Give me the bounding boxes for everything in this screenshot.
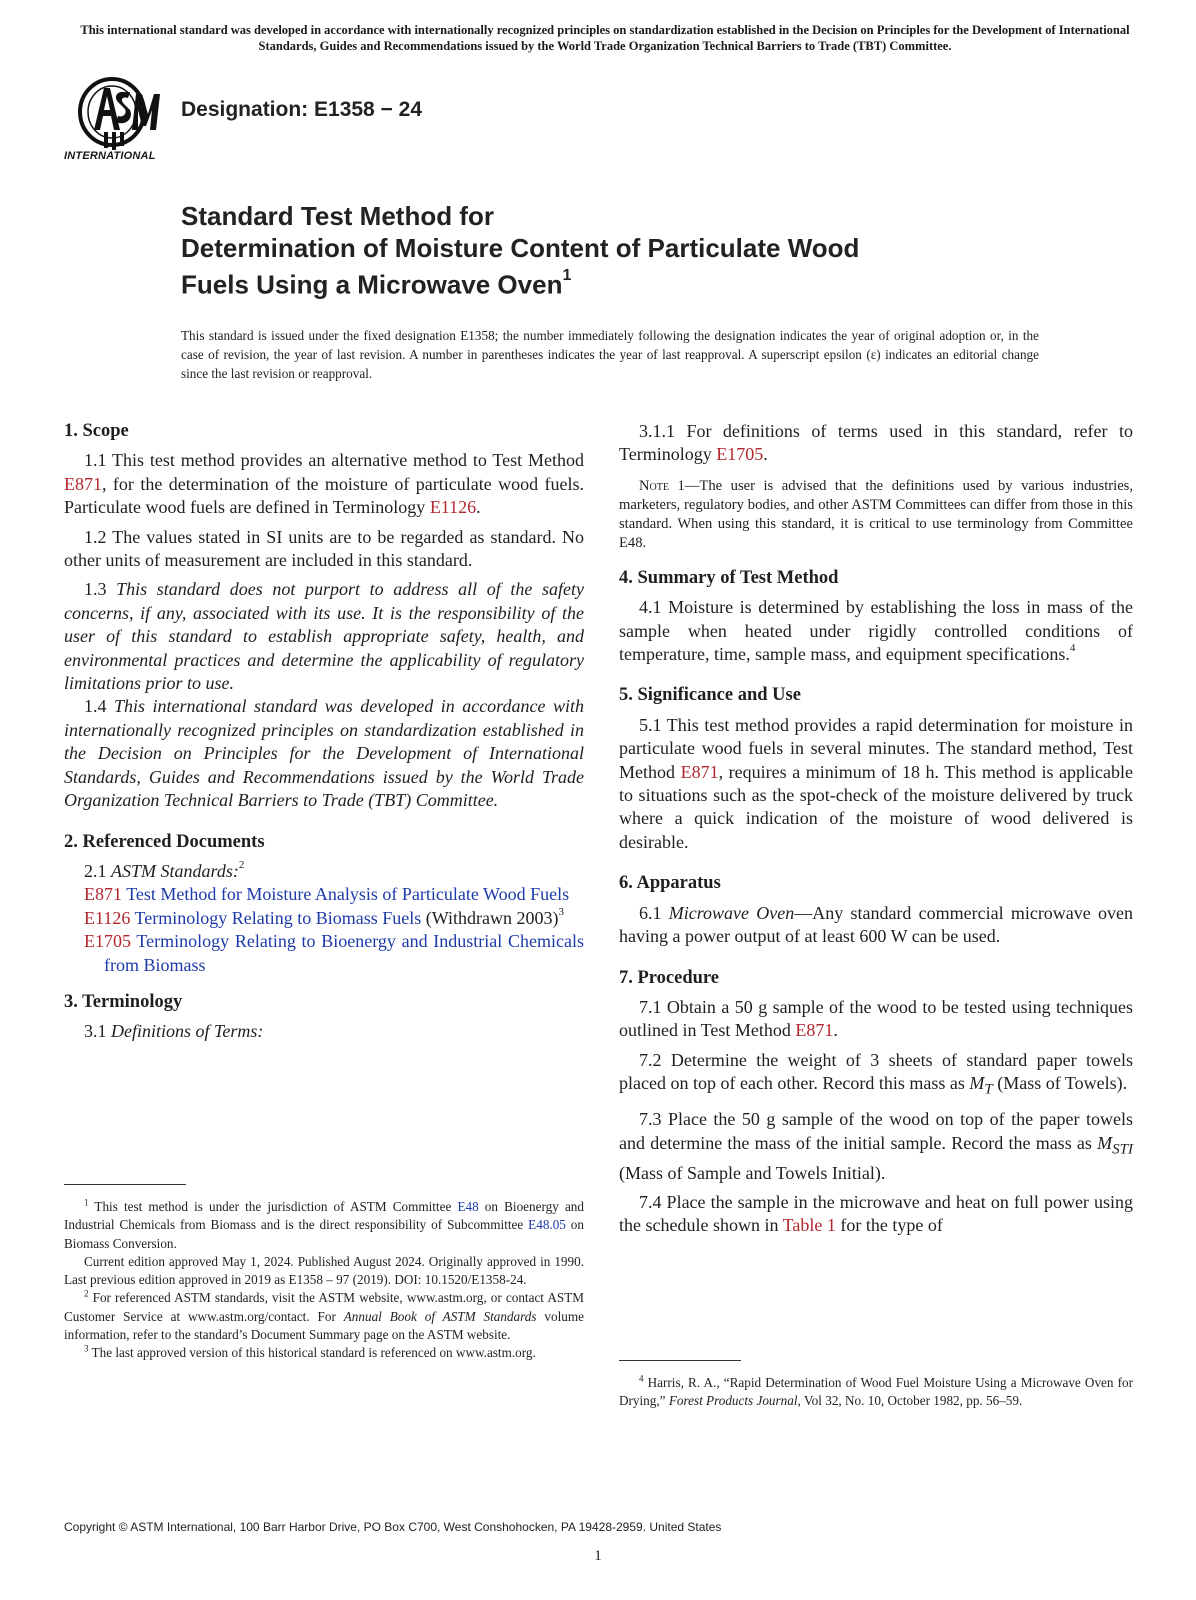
footnote-divider-right [619,1360,741,1361]
paragraph-3-1: 3.1 Definitions of Terms: [84,1021,264,1042]
logo-text: INTERNATIONAL [64,150,156,162]
designation: Designation: E1358 − 24 [181,98,423,121]
footnote-2: $^2$ For referenced ASTM standards, visit the ASTM website, www.astm.org, or contact ASTM Customer Service at www.astm.org/contact. For Annual Book of ASTM Standards volume information, refer to the standard’s Document Summary page on the ASTM website. [64,1289,584,1343]
footnote-1-edition: Current edition approved May 1, 2024. Published August 2024. Originally approved in 1990. Last previous edition approved in 2019 as E1358 – 97 (2019). DOI: 10.1520/E1358-24. [64,1253,584,1288]
link-e1126[interactable]: E1126 [429,497,477,518]
title-line-1: Standard Test Method for [181,201,494,231]
paragraph-5-1: 5.1 This test method provides a rapid determination for moisture in particulate wood fuels in several minutes. The standard method, Test Method E871, requires a minimum of 18 h. This method is applicable to situations such as the spot-check of the moisture delivered by truck where a quick indication of the moisture of wood delivered is desirable. [619,714,1133,852]
title-line-2: Determination of Moisture Content of Particulate Wood [181,233,860,263]
section-heading-scope: 1. Scope [64,421,129,441]
section-heading-significance: 5. Significance and Use [619,685,801,706]
paragraph-1-4: 1.4 This international standard was developed in accordance with internationally recognized principles on standardization established in the Decision on Principles for the Development of International Standards, Guides and Recommendations issued by the World Trade Organization Technical Barriers to Trade (TBT) Committee. [64,696,584,811]
reference-e871[interactable]: E871 Test Method for Moisture Analysis of Particulate Wood Fuels [84,884,570,905]
reference-e1126[interactable]: E1126 Terminology Relating to Biomass Fuels (Withdrawn 2003)$^3$ [84,905,564,928]
link-table-1[interactable]: Table 1 [782,1215,836,1236]
footnotes-left [64,1198,584,1363]
paragraph-6-1: 6.1 Microwave Oven—Any standard commercial microwave oven having a power output of at least 600 W can be used. [619,902,1133,947]
paragraph-1-2: 1.2 The values stated in SI units are to be regarded as standard. No other units of measurement are included in this standard. [64,526,584,571]
paragraph-7-2: 7.2 Determine the weight of 3 sheets of standard paper towels placed on top of each other. Record this mass as $M_T$ (Mass of Towels). [619,1049,1133,1098]
right-column [619,420,1133,1238]
footnote-1: $^1$ This test method is under the jurisdiction of ASTM Committee E48 on Bioenergy and Industrial Chemicals from Biomass and is the direct responsibility of Subcommittee E48.05 on Biomass Conversion. [64,1197,584,1251]
section-heading-procedure: 7. Procedure [619,967,720,988]
paragraph-4-1: 4.1 Moisture is determined by establishing the loss in mass of the sample when heated under rigidly controlled conditions of temperature, time, sample mass, and equipment specifications.$^4$ [619,597,1133,665]
paragraph-7-1: 7.1 Obtain a 50 g sample of the wood to be tested using techniques outlined in Test Method E871. [619,996,1133,1041]
footnote-ref-4[interactable]: 4 [1069,642,1076,655]
paragraph-7-3: 7.3 Place the 50 g sample of the wood on top of the paper towels and determine the mass of the initial sample. Record the mass as $M_{STI}$ (Mass of Sample and Towels Initial). [619,1109,1133,1183]
footnote-divider-left [64,1184,186,1185]
reference-e1705[interactable]: E1705 Terminology Relating to Bioenergy and Industrial Chemicals from Biomass [84,931,584,975]
link-e871-proc[interactable]: E871 [795,1020,834,1041]
note-1: Note 1—The user is advised that the definitions used by various industries, marketers, regulatory bodies, and other ASTM Committees can differ from those in this standard. When using this standard, it is critical to use terminology from Committee E48. [619,477,1133,551]
paragraph-1-1: 1.1 This test method provides an alternative method to Test Method E871, for the determination of the moisture of particulate wood fuels. Particulate wood fuels are defined in Terminology E1126. [64,450,584,518]
paragraph-1-3: 1.3 This standard does not purport to address all of the safety concerns, if any, associated with its use. It is the responsibility of the user of this standard to establish appropriate safety, health, and environmental practices and determine the applicability of regulatory limitations prior to use. [64,579,584,694]
paragraph-3-1-1: 3.1.1 For definitions of terms used in this standard, refer to Terminology E1705. [619,421,1133,465]
section-heading-terminology: 3. Terminology [64,991,183,1012]
link-e871-sig[interactable]: E871 [680,761,719,782]
header-notice: This international standard was developed in accordance with internationally recognized principles on standardization established in the Decision on Principles for the Development of International Standards, Guides and Recommendations issued by the World Trade Organization Technical Barriers to Trade (TBT) Committee. [80,23,1130,53]
link-e48[interactable]: E48 [457,1199,479,1214]
copyright: Copyright © ASTM International, 100 Barr Harbor Drive, PO Box C700, West Conshohocken, PA 19428-2959. United States [64,1520,722,1534]
issued-note: This standard is issued under the fixed designation E1358; the number immediately following the designation indicates the year of original adoption or, in the case of revision, the year of last revision. A number in parentheses indicates the year of last reapproval. A superscript epsilon (ε) indicates an editorial change since the last revision or reapproval. [181,328,1039,381]
title-line-3: Fuels Using a Microwave Oven$^1$ [181,267,572,300]
paragraph-7-4: 7.4 Place the sample in the microwave and heat on full power using the schedule shown in Table 1 for the type of [619,1191,1133,1236]
document-title [181,200,1081,301]
link-e871[interactable]: E871 [64,473,102,494]
section-heading-summary: 4. Summary of Test Method [619,567,839,588]
link-e1705[interactable]: E1705 [716,444,764,465]
section-heading-referenced-documents: 2. Referenced Documents [64,831,265,852]
page-number: 1 [594,1548,602,1564]
footnote-4: $^4$ Harris, R. A., “Rapid Determination of Wood Fuel Moisture Using a Microwave Oven for Drying,” Forest Products Journal, Vol 32, No. 10, October 1982, pp. 56–59. [619,1373,1133,1409]
footnote-3: $^3$ The last approved version of this historical standard is referenced on www.astm.org. [84,1343,536,1361]
title-footnote-ref[interactable]: 1 [562,267,572,284]
paragraph-2-1: 2.1 ASTM Standards:$^2$ [84,858,245,881]
link-e48-05[interactable]: E48.05 [528,1217,566,1233]
section-heading-apparatus: 6. Apparatus [619,873,721,894]
left-column [64,420,584,1044]
